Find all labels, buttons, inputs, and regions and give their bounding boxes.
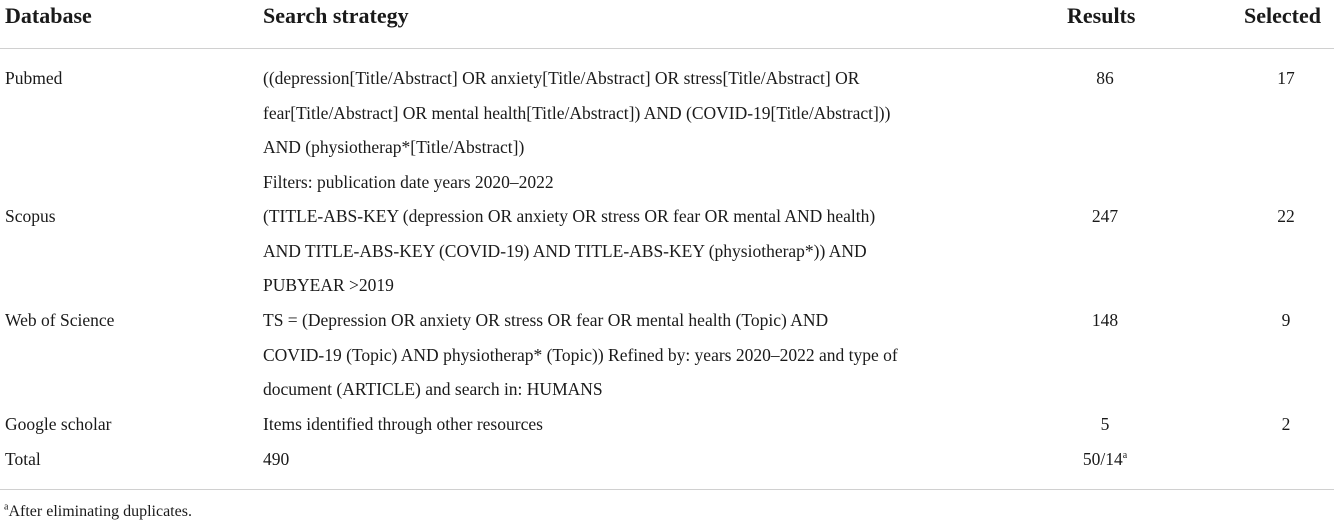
footnote-marker: a [1122,450,1128,462]
cell-results: 148 [1091,310,1119,330]
cell-results [1060,442,1150,477]
cell-results: 86 [1096,68,1114,88]
cell-database: Total [5,449,41,469]
header-search-strategy: Search strategy [263,3,409,28]
cell-selected: 22 [1277,206,1295,226]
cell-selected: 17 [1277,68,1295,88]
table-footnote [4,501,192,523]
cell-selected: 9 [1281,310,1291,330]
strategy-line: document (ARTICLE) and search in: HUMANS [263,379,603,399]
table-bottom-rule [0,489,1334,490]
cell-search-strategy [263,303,983,407]
strategy-line: 490 [263,449,290,469]
table-row [0,61,1334,199]
header-database: Database [5,3,92,28]
strategy-line: Items identified through other resources [263,414,543,434]
header-selected: Selected [1244,3,1321,28]
cell-selected: 2 [1281,414,1291,434]
results-value: 50/14 [1082,449,1123,469]
cell-search-strategy [263,61,983,199]
table-body [0,61,1334,477]
strategy-line: PUBYEAR >2019 [263,275,394,295]
cell-database: Google scholar [5,414,112,434]
cell-search-strategy [263,407,983,442]
table-row [0,199,1334,303]
strategy-line: fear[Title/Abstract] OR mental health[Title/Abstract]) AND (COVID-19[Title/Abstract])) [263,102,891,123]
strategy-line: AND TITLE-ABS-KEY (COVID-19) AND TITLE-ABS-KEY (physiotherap*)) AND [263,240,867,261]
table-header-row [0,0,1334,49]
table-row-total [0,442,1334,477]
header-results: Results [1067,3,1136,28]
cell-results: 5 [1100,414,1110,434]
cell-results: 247 [1091,206,1119,226]
strategy-line: (TITLE-ABS-KEY (depression OR anxiety OR stress OR fear OR mental AND health) [263,206,876,226]
footnote-text: After eliminating duplicates. [8,503,192,520]
strategy-line: Filters: publication date years 2020–2022 [263,171,554,192]
strategy-line: ((depression[Title/Abstract] OR anxiety[Title/Abstract] OR stress[Title/Abstract] OR [263,68,860,88]
strategy-line: TS = (Depression OR anxiety OR stress OR fear OR mental health (Topic) AND [263,310,829,330]
cell-search-strategy [263,442,983,477]
cell-database: Scopus [5,206,56,226]
table-row [0,303,1334,407]
strategy-line: AND (physiotherap*[Title/Abstract]) [263,137,525,157]
footnote-marker: a [4,501,9,513]
search-strategy-table [0,0,1334,49]
table-row [0,407,1334,442]
cell-search-strategy [263,199,983,303]
strategy-line: COVID-19 (Topic) AND physiotherap* (Topic)) Refined by: years 2020–2022 and type of [263,344,898,365]
cell-database: Pubmed [5,68,63,88]
cell-database: Web of Science [5,310,115,330]
